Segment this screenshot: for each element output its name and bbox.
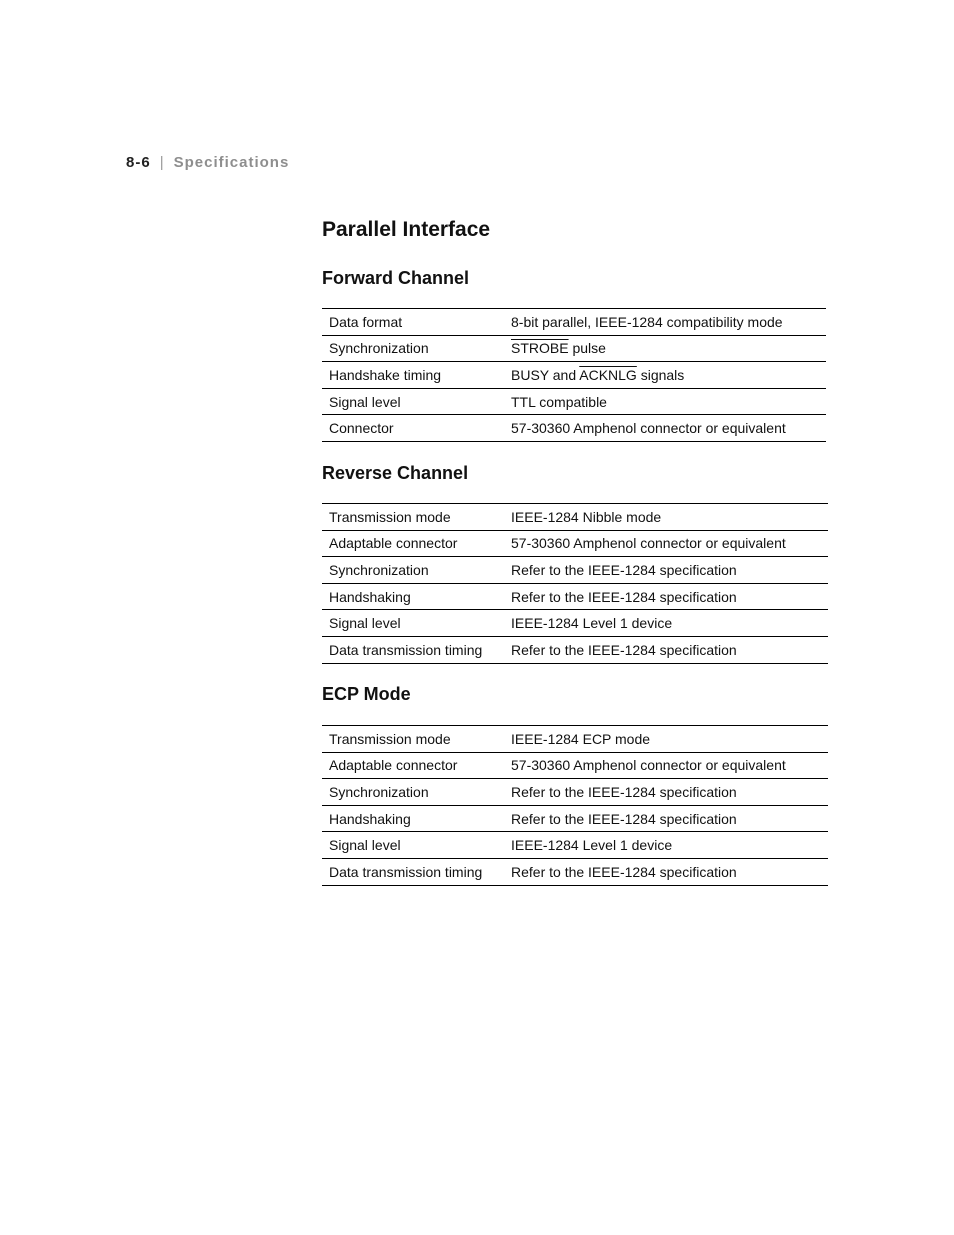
row-value: Refer to the IEEE-1284 specification <box>504 583 828 610</box>
section-heading-reverse-channel: Reverse Channel <box>322 463 469 483</box>
section-heading-ecp-mode: ECP Mode <box>322 684 411 704</box>
table-row <box>322 805 828 832</box>
row-label: Data transmission timing <box>322 858 504 885</box>
row-label: Signal level <box>322 832 504 859</box>
row-label: Synchronization <box>322 557 504 584</box>
table-row <box>322 858 828 885</box>
table-row <box>322 388 826 415</box>
table-row <box>322 832 828 859</box>
row-value: Refer to the IEEE-1284 specification <box>504 805 828 832</box>
row-label: Transmission mode <box>322 504 504 531</box>
forward-channel-table <box>322 308 826 442</box>
row-value: Refer to the IEEE-1284 specification <box>504 779 828 806</box>
table-row <box>322 610 828 637</box>
row-value: 57-30360 Amphenol connector or equivalent <box>504 530 828 557</box>
row-label: Adaptable connector <box>322 530 504 557</box>
reverse-channel-table <box>322 503 828 664</box>
row-label: Data transmission timing <box>322 636 504 663</box>
row-value <box>504 362 826 389</box>
table-row <box>322 779 828 806</box>
overlined-signal: STROBE <box>511 340 569 357</box>
value-suffix: signals <box>636 366 685 383</box>
table-row <box>322 335 826 362</box>
row-value: 57-30360 Amphenol connector or equivalent <box>504 415 826 442</box>
value-suffix: pulse <box>568 340 606 357</box>
row-label: Signal level <box>322 388 504 415</box>
row-value: 57-30360 Amphenol connector or equivalent <box>504 752 828 779</box>
row-label: Handshake timing <box>322 362 504 389</box>
table-row <box>322 504 828 531</box>
row-value: Refer to the IEEE-1284 specification <box>504 557 828 584</box>
page-number: 8-6 <box>126 154 151 171</box>
row-value: TTL compatible <box>504 388 826 415</box>
running-head-separator: | <box>159 154 165 171</box>
ecp-mode-table <box>322 725 828 886</box>
table-row <box>322 557 828 584</box>
row-value <box>504 335 826 362</box>
row-label: Synchronization <box>322 335 504 362</box>
chapter-title: Specifications <box>173 154 290 171</box>
row-value: IEEE-1284 Level 1 device <box>504 610 828 637</box>
row-value: 8-bit parallel, IEEE-1284 compatibility mode <box>504 309 826 336</box>
overlined-signal: ACKNLG <box>579 366 637 383</box>
table-row <box>322 530 828 557</box>
row-label: Synchronization <box>322 779 504 806</box>
row-label: Handshaking <box>322 583 504 610</box>
table-row <box>322 583 828 610</box>
table-row <box>322 636 828 663</box>
table-row <box>322 309 826 336</box>
row-label: Transmission mode <box>322 726 504 753</box>
row-value: IEEE-1284 Nibble mode <box>504 504 828 531</box>
table-row <box>322 362 826 389</box>
page-title: Parallel Interface <box>322 218 491 241</box>
row-value: Refer to the IEEE-1284 specification <box>504 636 828 663</box>
row-label: Handshaking <box>322 805 504 832</box>
row-label: Data format <box>322 309 504 336</box>
row-value: Refer to the IEEE-1284 specification <box>504 858 828 885</box>
table-row <box>322 415 826 442</box>
table-row <box>322 726 828 753</box>
running-head <box>126 154 289 171</box>
row-label: Signal level <box>322 610 504 637</box>
section-heading-forward-channel: Forward Channel <box>322 268 470 288</box>
row-value: IEEE-1284 ECP mode <box>504 726 828 753</box>
value-prefix: BUSY and <box>511 366 580 383</box>
table-row <box>322 752 828 779</box>
row-label: Connector <box>322 415 504 442</box>
row-value: IEEE-1284 Level 1 device <box>504 832 828 859</box>
row-label: Adaptable connector <box>322 752 504 779</box>
